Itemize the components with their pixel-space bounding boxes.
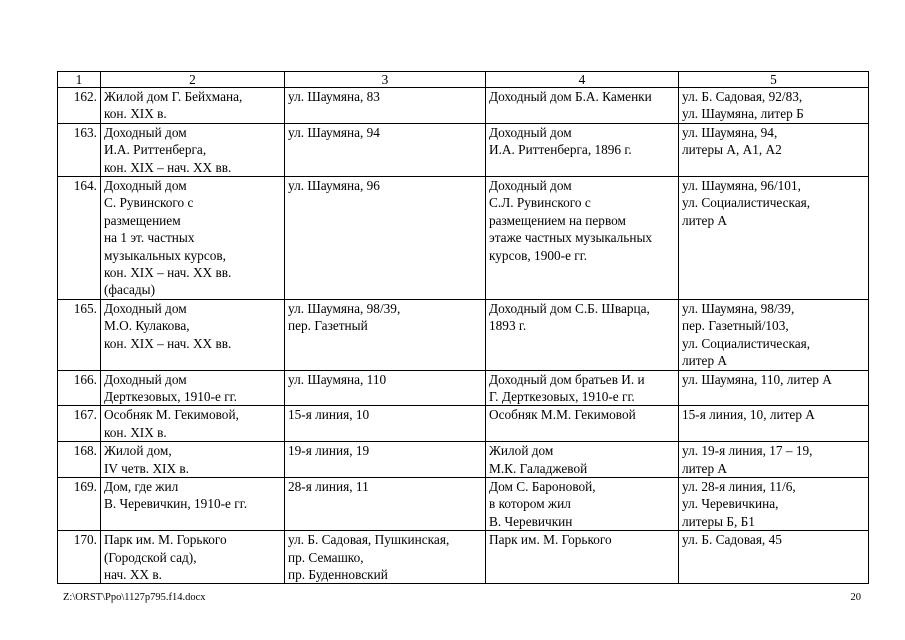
object-address: 28-я линия, 11	[285, 477, 486, 530]
object-name-refined: Доходный дом С.Б. Шварца, 1893 г.	[486, 299, 679, 370]
object-address-refined: ул. 28-я линия, 11/6, ул. Черевичкина, литеры Б, Б1	[679, 477, 869, 530]
object-address: ул. Шаумяна, 94	[285, 123, 486, 176]
object-address: ул. Б. Садовая, Пушкинская, пр. Семашко, пр. Буденновский	[285, 531, 486, 584]
table-row	[58, 531, 869, 584]
table-header-row	[58, 72, 869, 88]
object-name-refined: Жилой дом М.К. Галаджевой	[486, 442, 679, 478]
table-row	[58, 88, 869, 124]
object-address-refined: ул. Шаумяна, 110, литер А	[679, 370, 869, 406]
column-header-3: 3	[285, 72, 486, 88]
object-address-refined: ул. Шаумяна, 94, литеры А, А1, А2	[679, 123, 869, 176]
object-name: Доходный дом Дерткезовых, 1910-е гг.	[101, 370, 285, 406]
object-address: ул. Шаумяна, 98/39, пер. Газетный	[285, 299, 486, 370]
row-number: 162.	[58, 88, 101, 124]
object-address-refined: ул. Б. Садовая, 45	[679, 531, 869, 584]
footer-file-path: Z:\ORST\Ppo\1127p795.f14.docx	[63, 592, 206, 603]
object-address: 19-я линия, 19	[285, 442, 486, 478]
object-name: Жилой дом Г. Бейхмана, кон. XIX в.	[101, 88, 285, 124]
page-number: 20	[850, 592, 861, 603]
row-number: 167.	[58, 406, 101, 442]
table-row	[58, 299, 869, 370]
object-name: Особняк М. Гекимовой, кон. XIX в.	[101, 406, 285, 442]
row-number: 168.	[58, 442, 101, 478]
row-number: 164.	[58, 177, 101, 300]
object-name: Доходный дом И.А. Риттенберга, кон. XIX – нач. XX вв.	[101, 123, 285, 176]
object-name-refined: Особняк М.М. Гекимовой	[486, 406, 679, 442]
table-row	[58, 177, 869, 300]
table-row	[58, 370, 869, 406]
object-address: ул. Шаумяна, 110	[285, 370, 486, 406]
column-header-1: 1	[58, 72, 101, 88]
row-number: 166.	[58, 370, 101, 406]
column-header-2: 2	[101, 72, 285, 88]
object-address: 15-я линия, 10	[285, 406, 486, 442]
table-row	[58, 406, 869, 442]
row-number: 163.	[58, 123, 101, 176]
column-header-5: 5	[679, 72, 869, 88]
object-address-refined: ул. Шаумяна, 98/39, пер. Газетный/103, ул. Социалистическая, литер А	[679, 299, 869, 370]
column-header-4: 4	[486, 72, 679, 88]
object-address: ул. Шаумяна, 83	[285, 88, 486, 124]
object-name: Парк им. М. Горького (Городской сад), нач. XX в.	[101, 531, 285, 584]
row-number: 169.	[58, 477, 101, 530]
row-number: 165.	[58, 299, 101, 370]
object-name-refined: Доходный дом С.Л. Рувинского с размещением на первом этаже частных музыкальных курсов, 1900-е гг.	[486, 177, 679, 300]
object-name-refined: Доходный дом братьев И. и Г. Дерткезовых, 1910-е гг.	[486, 370, 679, 406]
object-name: Жилой дом, IV четв. XIX в.	[101, 442, 285, 478]
table-row	[58, 123, 869, 176]
table-row	[58, 442, 869, 478]
object-address: ул. Шаумяна, 96	[285, 177, 486, 300]
object-name-refined: Доходный дом И.А. Риттенберга, 1896 г.	[486, 123, 679, 176]
object-address-refined: ул. Б. Садовая, 92/83, ул. Шаумяна, литер Б	[679, 88, 869, 124]
document-table	[57, 71, 869, 584]
object-address-refined: 15-я линия, 10, литер А	[679, 406, 869, 442]
object-name: Доходный дом С. Рувинского с размещением на 1 эт. частных музыкальных курсов, кон. XIX – нач. XX вв. (фасады)	[101, 177, 285, 300]
row-number: 170.	[58, 531, 101, 584]
object-name-refined: Парк им. М. Горького	[486, 531, 679, 584]
object-name: Доходный дом М.О. Кулакова, кон. XIX – нач. XX вв.	[101, 299, 285, 370]
object-address-refined: ул. 19-я линия, 17 – 19, литер А	[679, 442, 869, 478]
object-name-refined: Доходный дом Б.А. Каменки	[486, 88, 679, 124]
object-name: Дом, где жил В. Черевичкин, 1910-е гг.	[101, 477, 285, 530]
object-name-refined: Дом С. Бароновой, в котором жил В. Черевичкин	[486, 477, 679, 530]
table-row	[58, 477, 869, 530]
object-address-refined: ул. Шаумяна, 96/101, ул. Социалистическая, литер А	[679, 177, 869, 300]
